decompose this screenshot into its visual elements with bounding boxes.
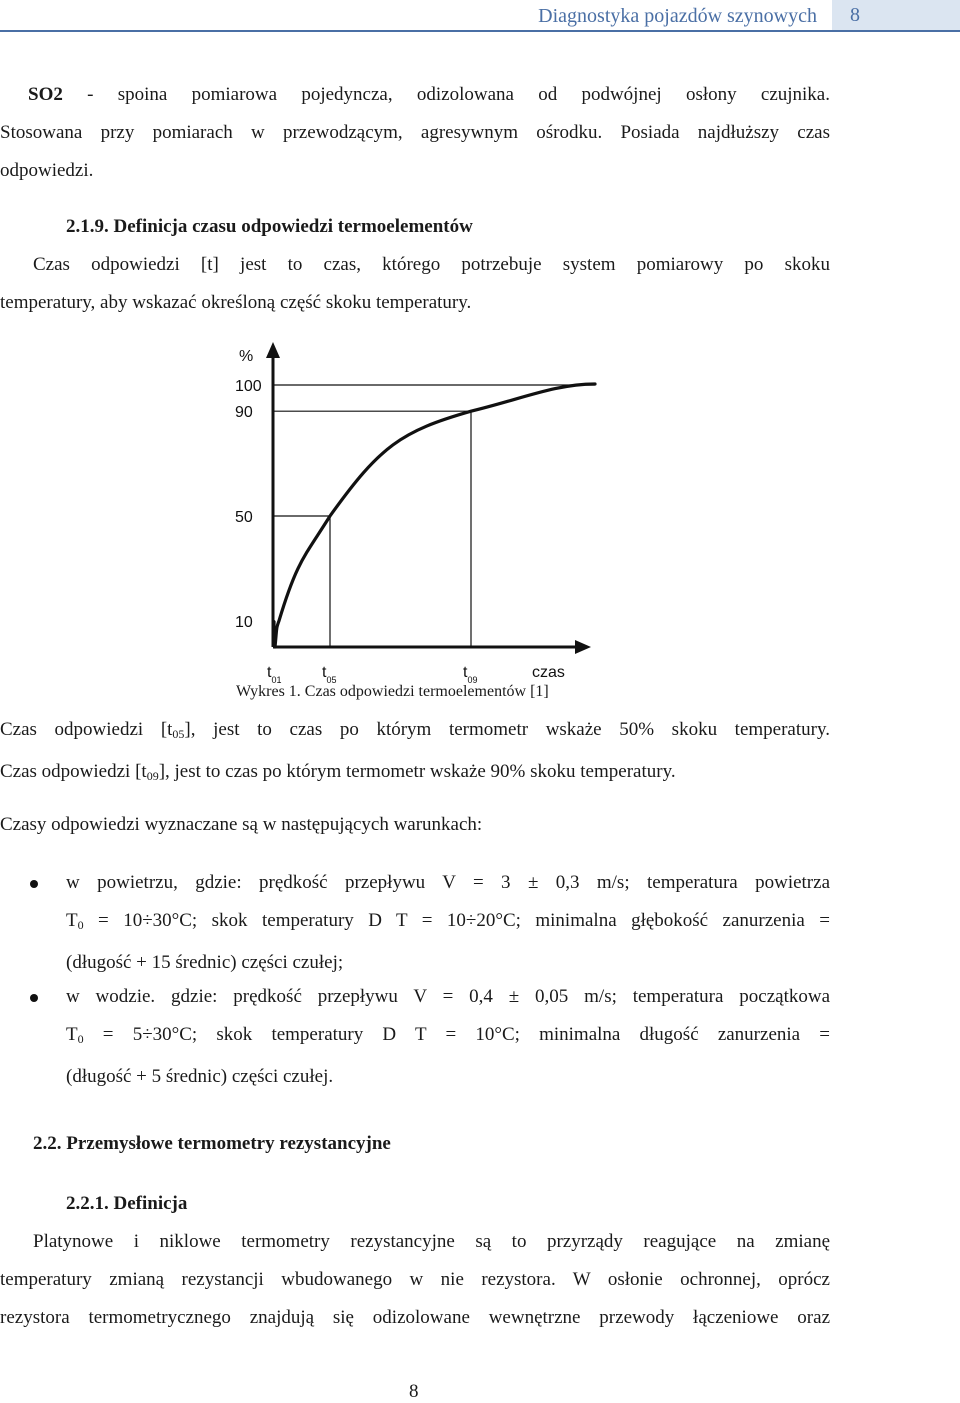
section-221-heading-wrap <box>66 1185 896 1223</box>
chart-caption: Wykres 1. Czas odpowiedzi termoelementów [1] <box>236 683 549 700</box>
so2-line-3: odpowiedzi. <box>0 160 94 181</box>
y-tick-label: 90 <box>235 404 253 422</box>
t05-pre: Czas odpowiedzi [t <box>0 719 173 740</box>
x-axis-label: czas <box>532 664 565 681</box>
t0-sub: 0 <box>77 1032 84 1046</box>
bullet-water-line-2 <box>66 1016 830 1058</box>
footer-page-number: 8 <box>409 1381 419 1402</box>
section-221-heading: 2.2.1. Definicja <box>66 1193 188 1214</box>
section-219-heading: 2.1.9. Definicja czasu odpowiedzi termoelementów <box>66 216 473 237</box>
x-axis-arrow <box>575 640 591 654</box>
t09-sub: 09 <box>146 769 159 783</box>
header-rule <box>0 30 960 32</box>
t09-definition <box>0 753 830 795</box>
t05-definition <box>0 711 830 753</box>
bullet-item-air <box>66 864 830 982</box>
so2-paragraph <box>0 76 830 190</box>
t0-main: T <box>66 910 78 931</box>
bullet-air-line-2 <box>66 902 830 944</box>
section-221-line-3: rezystora termometrycznego znajdują się odizolowane wewnętrzne przewody łączeniowe oraz <box>0 1307 830 1328</box>
t0-sub: 0 <box>77 918 84 932</box>
section-219-paragraph <box>0 246 830 322</box>
y-tick-label: 10 <box>235 613 253 631</box>
t09-post: ], jest to czas po którym termometr wskaże 90% skoku temperatury. <box>158 761 676 782</box>
x-tick-label-t01: $t_{01}$ <box>267 664 282 685</box>
conditions-intro <box>0 806 830 844</box>
bullet-dot <box>30 880 38 888</box>
bullet-air-line-2-text: = 10÷30°C; skok temperatury D T = 10÷20°C; minimalna głębokość zanurzenia = <box>83 910 830 931</box>
section-219-line-2: temperatury, aby wskazać określoną część skoku temperatury. <box>0 292 472 313</box>
y-tick-label: 50 <box>235 509 253 526</box>
page-header <box>0 0 960 34</box>
definitions-paragraph <box>0 711 830 795</box>
t0-main: T <box>66 1024 78 1045</box>
bullet-air-line-1: w powietrzu, gdzie: prędkość przepływu V = 3 ± 0,3 m/s; temperatura powietrza <box>66 872 830 893</box>
response-time-chart <box>225 338 605 690</box>
bullet-item-water <box>66 978 830 1096</box>
bullet-dot <box>30 994 38 1002</box>
section-221-line-2: temperatury zmianą rezystancji wbudowanego w nie rezystora. W osłonie ochronnej, oprócz <box>0 1269 830 1290</box>
section-219-line-1: Czas odpowiedzi [t] jest to czas, którego potrzebuje system pomiarowy po skoku <box>33 254 830 275</box>
section-22-heading-wrap <box>33 1125 863 1163</box>
so2-text-1: - spoina pomiarowa pojedyncza, odizolowana od podwójnej osłony czujnika. <box>87 84 830 105</box>
section-22-heading: 2.2. Przemysłowe termometry rezystancyjne <box>33 1133 391 1154</box>
header-title: Diagnostyka pojazdów szynowych <box>538 5 817 27</box>
bullet-water-line-2-text: = 5÷30°C; skok temperatury D T = 10°C; minimalna długość zanurzenia = <box>83 1024 830 1045</box>
t09-pre: Czas odpowiedzi [t <box>0 761 147 782</box>
bullet-water-line-1: w wodzie. gdzie: prędkość przepływu V = 0,4 ± 0,05 m/s; temperatura początkowa <box>66 986 830 1007</box>
section-221-line-1: Platynowe i niklowe termometry rezystancyjne są to przyrządy reagujące na zmianę <box>33 1231 830 1252</box>
t05-post: ], jest to czas po którym termometr wskaże 50% skoku temperatury. <box>184 719 830 740</box>
x-tick-label-t09: $t_{09}$ <box>463 664 478 685</box>
header-page-number: 8 <box>832 0 960 31</box>
section-219-heading-wrap <box>66 208 830 246</box>
bullet-air-line-3: (długość + 15 średnic) części czułej; <box>66 952 344 973</box>
so2-line-2: Stosowana przy pomiarach w przewodzącym, agresywnym ośrodku. Posiada najdłuższy czas <box>0 122 830 143</box>
bullet-water-line-3: (długość + 5 średnic) części czułej. <box>66 1066 334 1087</box>
t05-sub: 05 <box>172 727 185 741</box>
so2-label: SO2 <box>28 84 63 105</box>
y-tick-label: 100 <box>235 378 262 395</box>
so2-line-1 <box>0 76 830 114</box>
y-axis-arrow <box>266 342 280 358</box>
x-tick-label-t05: $t_{05}$ <box>322 664 337 685</box>
conditions-intro-text: Czasy odpowiedzi wyznaczane są w następujących warunkach: <box>0 814 483 835</box>
section-221-paragraph <box>0 1223 830 1337</box>
y-axis-label: % <box>239 348 254 365</box>
